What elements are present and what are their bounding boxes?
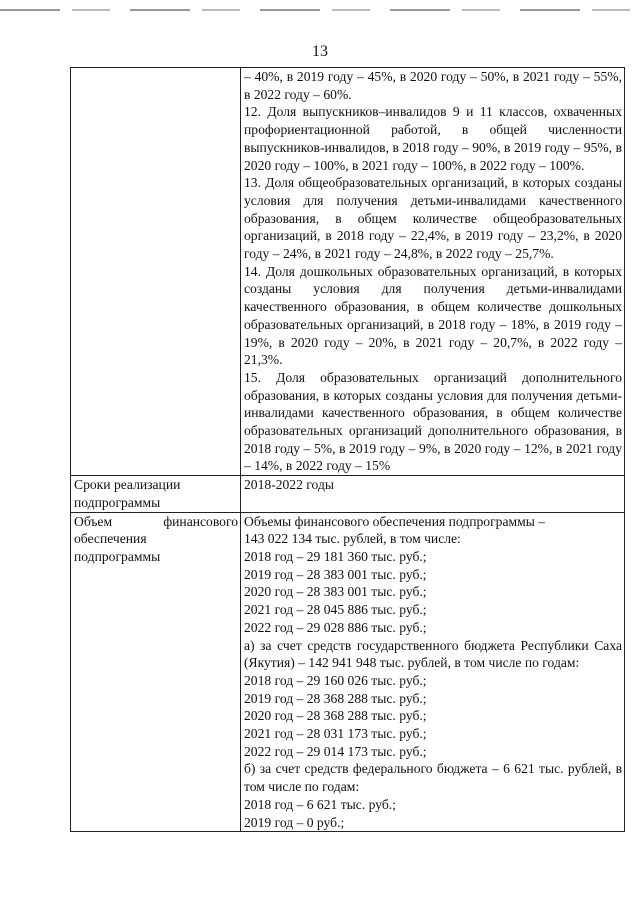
funding-republic-2019: 2019 год – 28 368 288 тыс. руб.; [244, 690, 427, 706]
funding-republic-2022: 2022 год – 29 014 173 тыс. руб.; [244, 743, 427, 759]
indicator-15: 15. Доля образовательных организаций дополнительного образования, в которых созданы условия для получения детьми-инвалидами качественного образования, в общем количестве образовательных организаций дополнительного образования, в 2018 году – 5%, в 2019 году – 9%, в 2020 году – 12%, в 2021 году – 14%, в 2022 году – 15% [244, 369, 622, 474]
indicator-11-continuation: – 40%, в 2019 году – 45%, в 2020 году – 50%, в 2021 году – 55%, в 2022 году – 60%. [244, 69, 622, 102]
funding-label-line-3: подпрограммы [74, 548, 161, 564]
row-label-empty [71, 68, 241, 476]
funding-intro: Объемы финансового обеспечения подпрограммы – [244, 513, 546, 529]
indicators-cell [241, 68, 625, 476]
funding-republic-2020: 2020 год – 28 368 288 тыс. руб.; [244, 708, 427, 724]
funding-republic-2018: 2018 год – 29 160 026 тыс. руб.; [244, 672, 427, 688]
funding-total-2021: 2021 год – 28 045 886 тыс. руб.; [244, 602, 427, 618]
funding-total-2020: 2020 год – 28 383 001 тыс. руб.; [244, 584, 427, 600]
funding-federal-budget: б) за счет средств федерального бюджета – 6 621 тыс. рублей, в том числе по годам: [244, 761, 622, 795]
funding-label [71, 512, 241, 832]
scan-top-edge [0, 9, 640, 11]
funding-federal-2018: 2018 год – 6 621 тыс. руб.; [244, 796, 396, 812]
funding-label-line-1: Объем финансового [74, 513, 238, 529]
indicator-14: 14. Доля дошкольных образовательных организаций, в которых созданы условия для получения детьми-инвалидами качественного образования, в общем количестве дошкольных образовательных организаций, в 2018 году – 18%, в 2019 году – 19%, в 2020 году – 20%, в 2021 году – 20,7%, в 2022 году – 21,3%. [244, 263, 622, 368]
funding-federal-2019: 2019 год – 0 руб.; [244, 814, 345, 830]
funding-label-line-2: обеспечения [74, 531, 147, 547]
period-label: Сроки реализации подпрограммы [71, 476, 241, 512]
funding-total-2018: 2018 год – 29 181 360 тыс. руб.; [244, 548, 427, 564]
funding-total-2019: 2019 год – 28 383 001 тыс. руб.; [244, 566, 427, 582]
funding-total: 143 022 134 тыс. рублей, в том числе: [244, 531, 461, 547]
page-number: 13 [312, 43, 328, 60]
indicator-12: 12. Доля выпускников–инвалидов 9 и 11 классов, охваченных профориентационной работой, в общей численности выпускников-инвалидов, в 2018 году – 90%, в 2019 году – 95%, в 2020 году – 100%, в 2021 году – 100%, в 2022 году – 100%. [244, 104, 622, 173]
funding-republic-budget: а) за счет средств государственного бюджета Республики Саха (Якутия) – 142 941 948 тыс. рублей, в том числе по годам: [244, 637, 622, 671]
subprogram-passport-table [70, 67, 625, 832]
table-row-indicators [71, 68, 625, 476]
table-row-period [71, 476, 625, 512]
funding-republic-2021: 2021 год – 28 031 173 тыс. руб.; [244, 726, 427, 742]
funding-total-2022: 2022 год – 29 028 886 тыс. руб.; [244, 619, 427, 635]
table-row-funding [71, 512, 625, 832]
indicator-13: 13. Доля общеобразовательных организаций, в которых созданы условия для получения детьми-инвалидами качественного образования, в общем количестве общеобразовательных организаций, в 2018 году – 22,4%, в 2019 году – 23,2%, в 2020 году – 24%, в 2021 году – 24,8%, в 2022 году – 25,7%. [244, 175, 622, 262]
period-value: 2018-2022 годы [241, 476, 625, 512]
funding-cell [241, 512, 625, 832]
